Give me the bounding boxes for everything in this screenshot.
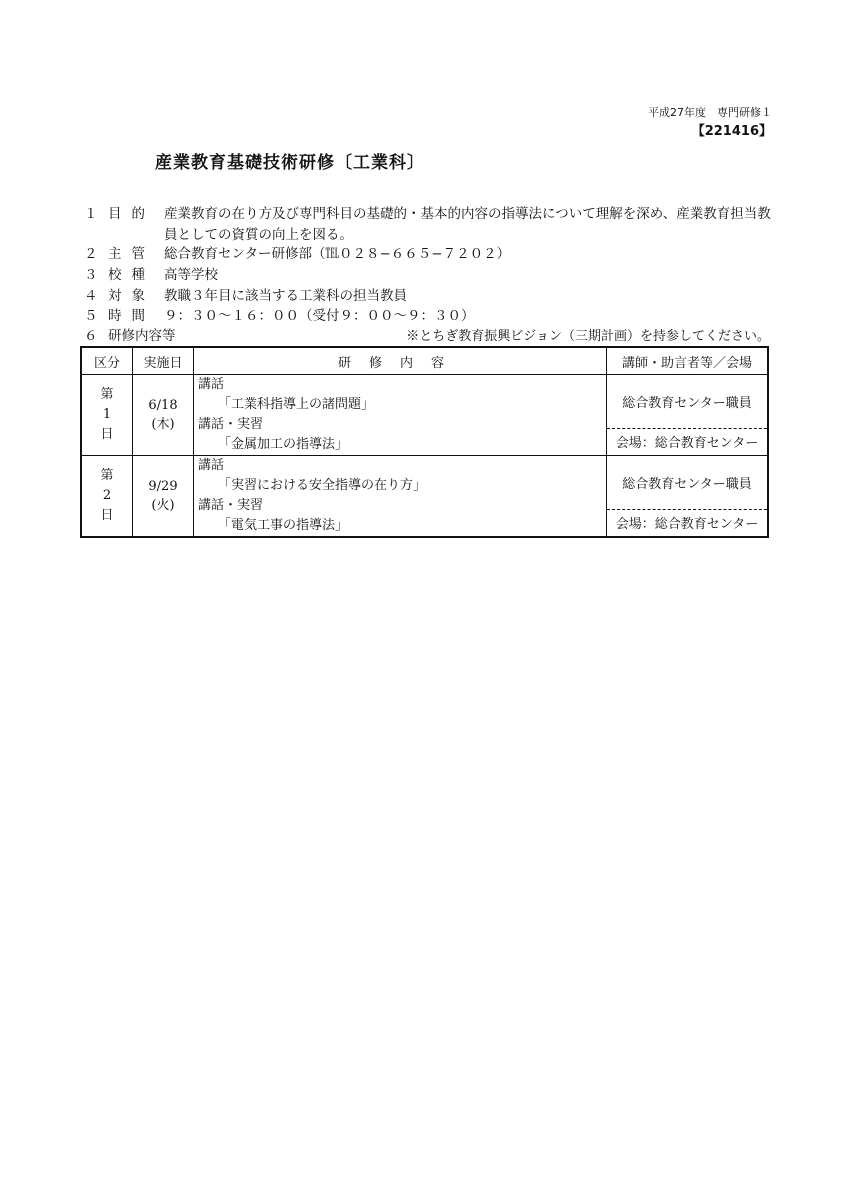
table-row (81, 375, 768, 456)
weekday-value: (木) (151, 417, 175, 432)
header-content: 研修内容 (194, 347, 607, 375)
division-char: 第 (100, 468, 114, 483)
header-year-course: 平成27年度 専門研修１ (648, 106, 772, 119)
item-label: 時間 (108, 308, 155, 324)
weekday-value: (火) (151, 498, 175, 513)
content-subject: 「金属加工の指導法」 (218, 437, 349, 452)
content-type: 講話 (198, 458, 225, 473)
item-number: ２ (84, 246, 98, 262)
item-text: 総合教育センター研修部（℡０２８−６６５−７２０２） (164, 246, 511, 262)
item-number: ５ (84, 308, 98, 324)
division-char: 第 (100, 387, 114, 402)
item-text: 高等学校 (164, 267, 218, 283)
day-instructor (607, 456, 769, 538)
header-date: 実施日 (133, 347, 194, 375)
item-text: 産業教育の在り方及び専門科目の基礎的・基本的内容の指導法について理解を深め、産業教育担当教員としての資質の向上を図る。 (164, 206, 771, 243)
content-subject: 「実習における安全指導の在り方」 (218, 478, 427, 493)
day-division (81, 456, 133, 538)
table-row (81, 456, 768, 538)
instructor-name: 総合教育センター職員 (622, 396, 752, 411)
date-value: 9/29 (148, 479, 178, 494)
instructor-name: 総合教育センター職員 (622, 477, 752, 492)
item-number: ３ (84, 267, 98, 283)
item-label: 目的 (108, 206, 155, 222)
table-header-row (81, 347, 768, 375)
item-label: 研修内容等 (108, 328, 176, 344)
venue-name: 会場：総合教育センター (607, 428, 767, 454)
division-char: 日 (100, 508, 114, 523)
day-instructor (607, 375, 769, 456)
day-date (133, 375, 194, 456)
division-char: 日 (100, 427, 114, 442)
content-type: 講話・実習 (198, 417, 264, 432)
item-text: ９：３０〜１６：００（受付９：００〜９：３０） (164, 308, 475, 324)
day-division (81, 375, 133, 456)
content-subject: 「電気工事の指導法」 (218, 518, 349, 533)
division-char: 1 (102, 407, 112, 422)
date-value: 6/18 (148, 398, 178, 413)
division-char: 2 (102, 488, 112, 503)
item-label: 校種 (108, 267, 155, 283)
item-text: 教職３年目に該当する工業科の担当教員 (164, 288, 407, 304)
header-division: 区分 (81, 347, 133, 375)
item-number: ４ (84, 288, 98, 304)
item-number: １ (84, 206, 98, 222)
content-subject: 「工業科指導上の諸問題」 (218, 397, 375, 412)
page-title: 産業教育基礎技術研修〔工業科〕 (155, 153, 425, 173)
header-course-code: 【221416】 (691, 124, 772, 139)
venue-name: 会場：総合教育センター (607, 509, 767, 535)
content-type: 講話・実習 (198, 498, 264, 513)
header-instructor: 講師・助言者等／会場 (607, 347, 769, 375)
content-type: 講話 (198, 377, 225, 392)
item-label: 主管 (108, 246, 155, 262)
item-label: 対象 (108, 288, 155, 304)
item-note: ※とちぎ教育振興ビジョン（三期計画）を持参してください。 (406, 329, 770, 344)
day-content (194, 456, 607, 538)
schedule-table (80, 346, 769, 538)
item-number: ６ (84, 328, 98, 344)
day-date (133, 456, 194, 538)
day-content (194, 375, 607, 456)
